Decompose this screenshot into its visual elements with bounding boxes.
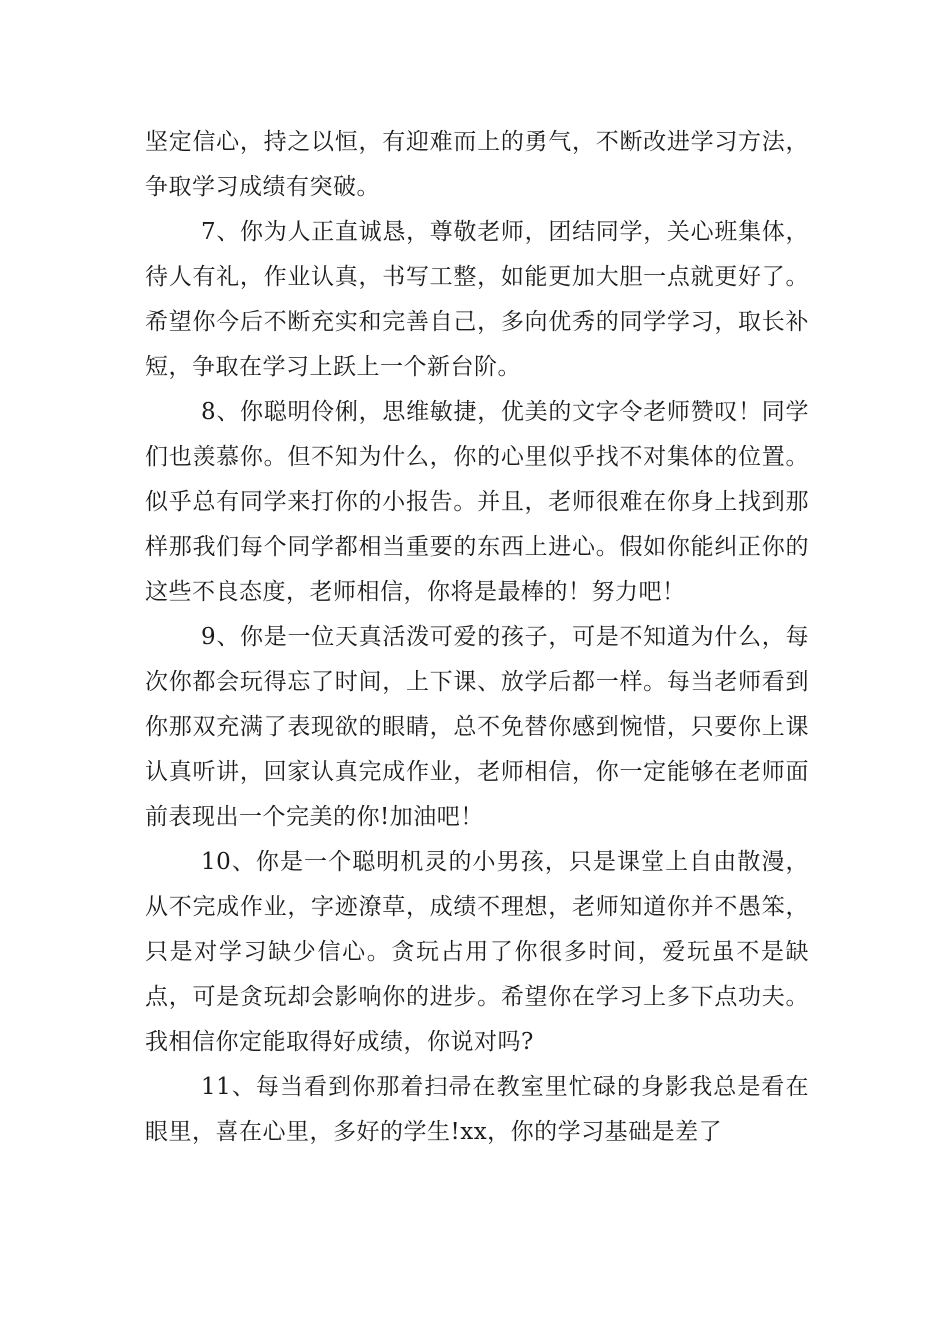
document-body — [145, 120, 809, 1155]
paragraph-comment-7: 7、你为人正直诚恳，尊敬老师，团结同学，关心班集体，待人有礼，作业认真，书写工整，如能更加大胆一点就更好了。希望你今后不断充实和完善自己，多向优秀的同学学习，取长补短，争取在学习上跃上一个新台阶。 — [145, 219, 809, 380]
paragraph-comment-8: 8、你聪明伶俐，思维敏捷，优美的文字令老师赞叹！同学们也羡慕你。但不知为什么，你的心里似乎找不对集体的位置。似乎总有同学来打你的小报告。并且，老师很难在你身上找到那样那我们每个同学都相当重要的东西上进心。假如你能纠正你的这些不良态度，老师相信，你将是最棒的！努力吧！ — [145, 399, 809, 605]
paragraph-continuation: 坚定信心，持之以恒，有迎难而上的勇气，不断改进学习方法，争取学习成绩有突破。 — [145, 129, 809, 200]
paragraph-comment-9: 9、你是一位天真活泼可爱的孩子，可是不知道为什么，每次你都会玩得忘了时间，上下课、放学后都一样。每当老师看到你那双充满了表现欲的眼睛，总不免替你感到惋惜，只要你上课认真听讲，回家认真完成作业，老师相信，你一定能够在老师面前表现出一个完美的你!加油吧！ — [145, 624, 809, 830]
paragraph-comment-11: 11、每当看到你那着扫帚在教室里忙碌的身影我总是看在眼里，喜在心里，多好的学生!xx，你的学习基础是差了 — [145, 1074, 809, 1145]
paragraph-comment-10: 10、你是一个聪明机灵的小男孩，只是课堂上自由散漫，从不完成作业，字迹潦草，成绩不理想，老师知道你并不愚笨，只是对学习缺少信心。贪玩占用了你很多时间，爱玩虽不是缺点，可是贪玩却会影响你的进步。希望你在学习上多下点功夫。我相信你定能取得好成绩，你说对吗? — [145, 849, 809, 1055]
